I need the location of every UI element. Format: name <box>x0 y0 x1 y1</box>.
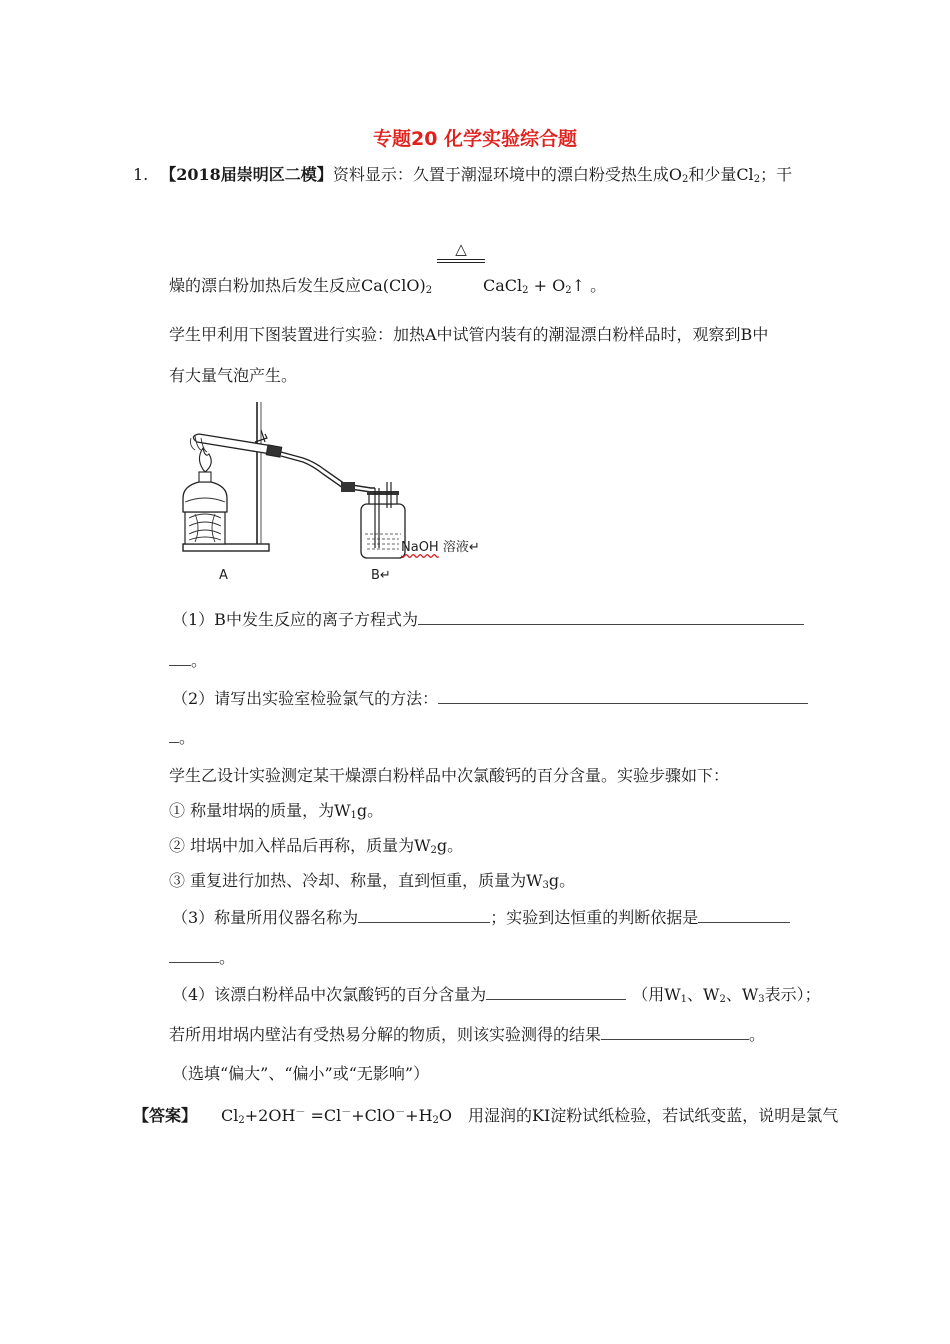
step-3-subscript: 3 <box>542 880 549 891</box>
sub-question-2-tail: 。 <box>179 728 196 747</box>
step-2 <box>169 836 463 861</box>
answer-equation: =Cl <box>305 1106 342 1125</box>
apparatus-drawing <box>175 398 495 588</box>
step-2-unit: g。 <box>436 836 464 855</box>
answer-blank-3b-cont[interactable] <box>169 948 219 963</box>
question-intro <box>133 165 792 190</box>
apparatus-figure <box>175 398 495 588</box>
sub-question-2 <box>172 689 808 709</box>
answer-superscript: － <box>395 1107 406 1118</box>
rubber-connector <box>341 482 355 492</box>
answer-blank-4a[interactable] <box>486 985 626 1000</box>
step-1-text: ① 称量坩埚的质量，为W <box>169 801 351 820</box>
reactant-text: 燥的漂白粉加热后发生反应Ca(ClO) <box>169 276 426 295</box>
figure-label-a: A <box>219 568 228 583</box>
answer-blank-1-cont[interactable] <box>169 651 191 666</box>
figure-label-b: B↵ <box>371 568 391 583</box>
experiment-text-line-1: 学生甲利用下图装置进行实验：加热A中试管内装有的潮湿漂白粉样品时，观察到B中 <box>169 325 769 344</box>
sub-question-3 <box>172 908 790 928</box>
reactant-subscript: 2 <box>425 285 433 296</box>
equation-line-bottom <box>437 262 485 263</box>
sub-question-4 <box>172 985 821 1010</box>
step-1 <box>169 801 383 826</box>
intro-text: ；干 <box>760 165 793 184</box>
answer-superscript: － <box>341 1107 352 1118</box>
answer-blank-3a[interactable] <box>358 908 490 923</box>
page-title: 专题20 化学实验综合题 <box>372 128 578 150</box>
answer-superscript: － <box>295 1107 306 1118</box>
sub-question-4-text: （4）该漂白粉样品中次氯酸钙的百分含量为 <box>172 985 487 1004</box>
sub-question-3-middle: ；实验到达恒重的判断依据是 <box>490 908 699 927</box>
sub-question-4-options: （选填“偏大”、“偏小”或“无影响”） <box>172 1064 430 1083</box>
sub-question-4-line-2 <box>169 1025 765 1045</box>
equation-line-top <box>437 259 485 260</box>
answer-equation: O <box>438 1106 453 1125</box>
answer-subscript: 2 <box>432 1115 439 1126</box>
answer-equation: +2OH <box>244 1106 296 1125</box>
step-1-subscript: 1 <box>350 810 357 821</box>
answer-blank-1[interactable] <box>418 610 804 625</box>
intro-subscript: 2 <box>681 174 689 185</box>
stopper <box>266 445 282 457</box>
answer-equation: Cl <box>221 1106 239 1125</box>
answer-method: 用湿润的KI淀粉试纸检验，若试纸变蓝，说明是氯气 <box>468 1106 839 1125</box>
solution-label <box>401 536 480 555</box>
answer-blank-2-cont[interactable] <box>169 728 179 743</box>
question-source: 【2018届崇明区二模】 <box>160 165 333 184</box>
sub-question-2-cont <box>169 728 195 748</box>
question-number: 1. <box>133 165 149 184</box>
part-2-intro: 学生乙设计实验测定某干燥漂白粉样品中次氯酸钙的百分含量。实验步骤如下： <box>169 766 730 785</box>
sub-question-4-hint: 、W <box>687 985 720 1004</box>
sub-question-4-subscript: 3 <box>758 994 765 1005</box>
experiment-text-line-2: 有大量气泡产生。 <box>169 366 298 385</box>
step-2-subscript: 2 <box>430 845 437 856</box>
intro-text: 资料显示：久置于潮湿环境中的漂白粉受热生成O <box>332 165 682 184</box>
sub-question-4-line-2-tail: 。 <box>749 1025 766 1044</box>
sub-question-1 <box>172 610 804 630</box>
answer-line <box>133 1103 838 1131</box>
answer-blank-4b[interactable] <box>601 1025 749 1040</box>
answer-equation: +ClO <box>351 1106 396 1125</box>
step-3-text: ③ 重复进行加热、冷却、称量，直到恒重，质量为W <box>169 871 543 890</box>
sub-question-3-tail: 。 <box>219 948 236 967</box>
reaction-products <box>483 276 606 301</box>
intro-subscript: 2 <box>753 174 761 185</box>
sub-question-2-text: （2）请写出实验室检验氯气的方法： <box>172 689 439 708</box>
intro-text: 和少量Cl <box>688 165 754 184</box>
solution-formula: NaOH <box>401 540 439 555</box>
delivery-tube <box>281 452 375 488</box>
sub-question-4-line-2-text: 若所用坩埚内壁沾有受热易分解的物质，则该实验测得的结果 <box>169 1025 602 1044</box>
answer-label: 【答案】 <box>133 1106 198 1125</box>
sub-question-4-subscript: 1 <box>680 994 688 1005</box>
step-3-unit: g。 <box>548 871 576 890</box>
product-subscript: 2 <box>522 285 529 296</box>
answer-blank-3b[interactable] <box>698 908 790 923</box>
product-text: ↑ 。 <box>571 276 607 295</box>
sub-question-4-hint: 、W <box>725 985 759 1004</box>
sub-question-3-cont <box>169 948 235 968</box>
flame <box>199 448 211 472</box>
product-text: CaCl <box>483 276 523 295</box>
step-3 <box>169 871 575 896</box>
answer-equation: +H <box>405 1106 433 1125</box>
product-subscript: 2 <box>565 285 572 296</box>
alcohol-lamp <box>183 482 227 512</box>
sub-question-3-text: （3）称量所用仪器名称为 <box>172 908 359 927</box>
step-2-text: ② 坩埚中加入样品后再称，质量为W <box>169 836 431 855</box>
product-text: + O <box>528 276 566 295</box>
heat-condition-symbol: △ <box>455 240 467 258</box>
answer-blank-2[interactable] <box>438 689 808 704</box>
sub-question-1-cont <box>169 651 207 671</box>
solution-word: 溶液↵ <box>438 540 480 555</box>
reaction-reactant <box>169 276 432 301</box>
sub-question-4-hint: 表示）； <box>764 985 821 1004</box>
gas-washing-bottle <box>361 504 405 558</box>
sub-question-1-tail: 。 <box>191 651 208 670</box>
sub-question-4-hint: （用W <box>632 985 681 1004</box>
stand-base <box>183 544 269 551</box>
answer-subscript: 2 <box>238 1115 245 1126</box>
sub-question-4-subscript: 2 <box>719 994 726 1005</box>
sub-question-1-text: （1）B中发生反应的离子方程式为 <box>172 610 418 629</box>
step-1-unit: g。 <box>356 801 384 820</box>
